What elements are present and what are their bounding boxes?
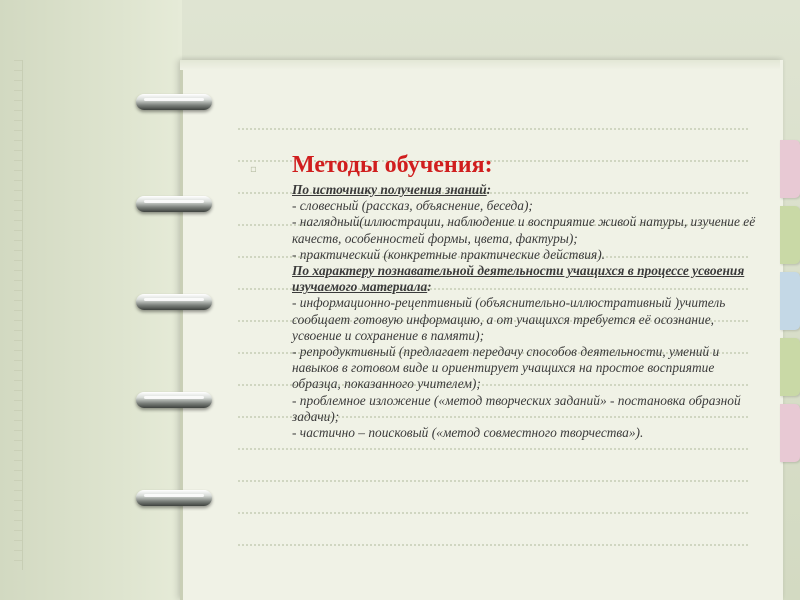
ruling-line xyxy=(238,544,748,546)
section-heading-text: По характеру познавательной деятельности учащихся в процессе усвоения изучаемого материала xyxy=(292,263,745,295)
list-item: - проблемное изложение («метод творческих заданий» - постановка образной задачи); xyxy=(292,392,741,424)
ruling-line xyxy=(238,480,748,482)
page-tabs xyxy=(780,140,800,460)
list-item: - наглядный(иллюстрации, наблюдение и восприятие живой натуры, изучение её качеств, особенностей формы, цвета, фактуры); xyxy=(292,214,756,246)
binder-ring xyxy=(136,294,212,310)
list-item: - информационно-рецептивный (объяснительно-иллюстративный )учитель сообщает готовую информацию, а от учащихся требуется её осознание, усвоение и сохранение в памяти); xyxy=(292,295,726,343)
binder-ring xyxy=(136,94,212,110)
section-heading xyxy=(292,182,762,198)
binder-ring xyxy=(136,490,212,506)
binder-ring xyxy=(136,196,212,212)
list-item: - словесный (рассказ, объяснение, беседа); xyxy=(292,198,533,214)
tab-green xyxy=(780,206,800,264)
section-heading-colon: : xyxy=(486,182,492,197)
list-item: - частично – поисковый («метод совместного творчества»). xyxy=(292,425,644,441)
ruling-line xyxy=(238,448,748,450)
tab-green-2 xyxy=(780,338,800,396)
bullet-marker-icon: ▫ xyxy=(250,164,257,175)
ruling-line xyxy=(238,512,748,514)
tab-pink xyxy=(780,140,800,198)
slide-content xyxy=(292,150,762,441)
section-heading-colon: : xyxy=(427,279,432,295)
slide-title: Методы обучения: xyxy=(292,152,493,178)
tab-blue xyxy=(780,272,800,330)
section-heading-text: По источнику получения знаний xyxy=(292,182,487,197)
page-top-shadow xyxy=(180,60,780,70)
list-item: - репродуктивный (предлагает передачу способов деятельности, умений и навыков в готовом виде и ориентирует учащихся на простое восприятие образца, показанного учителем); xyxy=(292,344,720,392)
section-heading xyxy=(292,263,762,295)
ruler-marks xyxy=(14,60,23,570)
ruling-line xyxy=(238,128,748,130)
binder-ring xyxy=(136,392,212,408)
tab-pink-2 xyxy=(780,404,800,462)
list-item: - практический (конкретные практические действия). xyxy=(292,246,606,262)
